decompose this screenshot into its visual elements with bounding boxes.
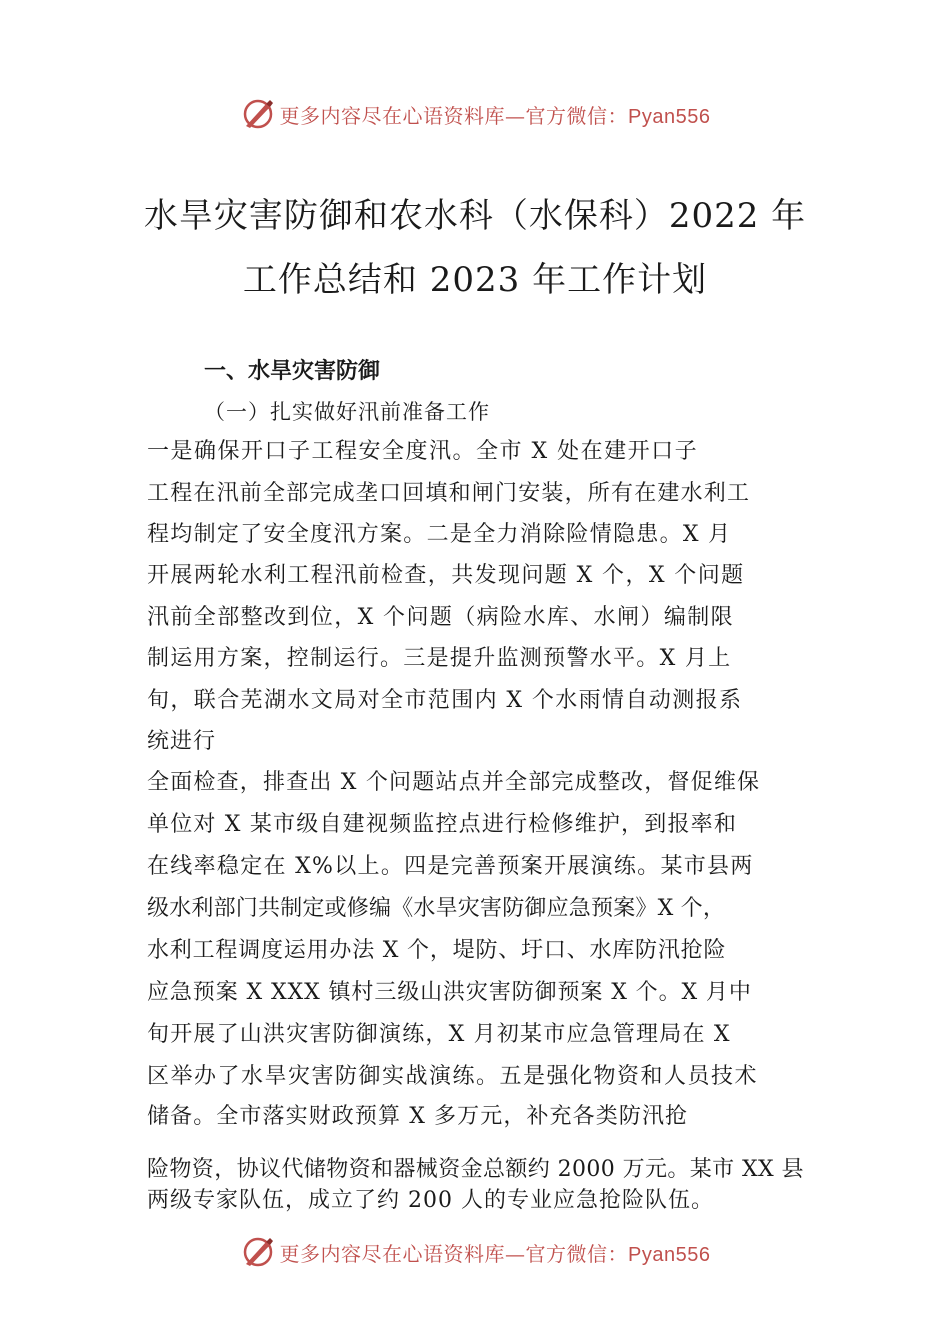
body-line: 级水利部门共制定或修编《水旱灾害防御应急预案》X 个， — [147, 896, 726, 921]
body-line: 统进行 — [147, 729, 217, 754]
watermark-banner-top — [0, 94, 950, 134]
body-line: 旬，联合芜湖水文局对全市范围内 X 个水雨情自动测报系 — [147, 688, 743, 713]
body-line: 在线率稳定在 X%以上。四是完善预案开展演练。某市县两 — [147, 854, 754, 879]
body-line: 旬开展了山洪灾害防御演练，X 月初某市应急管理局在 X — [147, 1022, 731, 1047]
body-line: 制运用方案，控制运行。三是提升监测预警水平。X 月上 — [147, 646, 732, 671]
body-line: 汛前全部整改到位，X 个问题（病险水库、水闸）编制限 — [147, 605, 735, 630]
pen-logo-icon — [240, 1234, 276, 1270]
document-title-line-2: 工作总结和 2023 年工作计划 — [242, 260, 708, 300]
body-line: 全面检查，排查出 X 个问题站点并全部完成整改，督促维保 — [147, 770, 761, 795]
section-heading: 一、水旱灾害防御 — [204, 359, 381, 384]
watermark-text: 更多内容尽在心语资料库—官方微信：Pyan556 — [279, 103, 711, 128]
document-title-line-1: 水旱灾害防御和农水科（水保科）2022 年 — [143, 196, 807, 236]
body-line: 储备。全市落实财政预算 X 多万元，补充各类防汛抢 — [147, 1104, 689, 1129]
watermark-banner-bottom — [0, 1232, 950, 1272]
watermark-text: 更多内容尽在心语资料库—官方微信：Pyan556 — [279, 1241, 711, 1266]
body-line: 一是确保开口子工程安全度汛。全市 X 处在建开口子 — [147, 439, 699, 464]
body-line: 区举办了水旱灾害防御实战演练。五是强化物资和人员技术 — [147, 1064, 759, 1089]
body-line: 程均制定了安全度汛方案。二是全力消除险情隐患。X 月 — [147, 522, 732, 547]
body-line: 险物资，协议代储物资和器械资金总额约 2000 万元。某市 XX 县 — [147, 1157, 804, 1182]
watermark-handle: Pyan556 — [628, 105, 711, 128]
body-line: 工程在汛前全部完成垄口回填和闸门安装，所有在建水利工 — [147, 481, 751, 506]
body-line: 应急预案 X XXX 镇村三级山洪灾害防御预案 X 个。X 月中 — [147, 980, 752, 1005]
pen-logo-icon — [240, 96, 276, 132]
body-line: 开展两轮水利工程汛前检查，共发现问题 X 个，X 个问题 — [147, 563, 745, 588]
watermark-handle: Pyan556 — [628, 1243, 711, 1266]
body-line: 水利工程调度运用办法 X 个，堤防、圩口、水库防汛抢险 — [147, 938, 727, 963]
body-line: 单位对 X 某市级自建视频监控点进行检修维护，到报率和 — [147, 812, 738, 837]
subsection-heading: （一）扎实做好汛前准备工作 — [204, 400, 490, 424]
body-line: 两级专家队伍，成立了约 200 人的专业应急抢险队伍。 — [147, 1188, 714, 1213]
